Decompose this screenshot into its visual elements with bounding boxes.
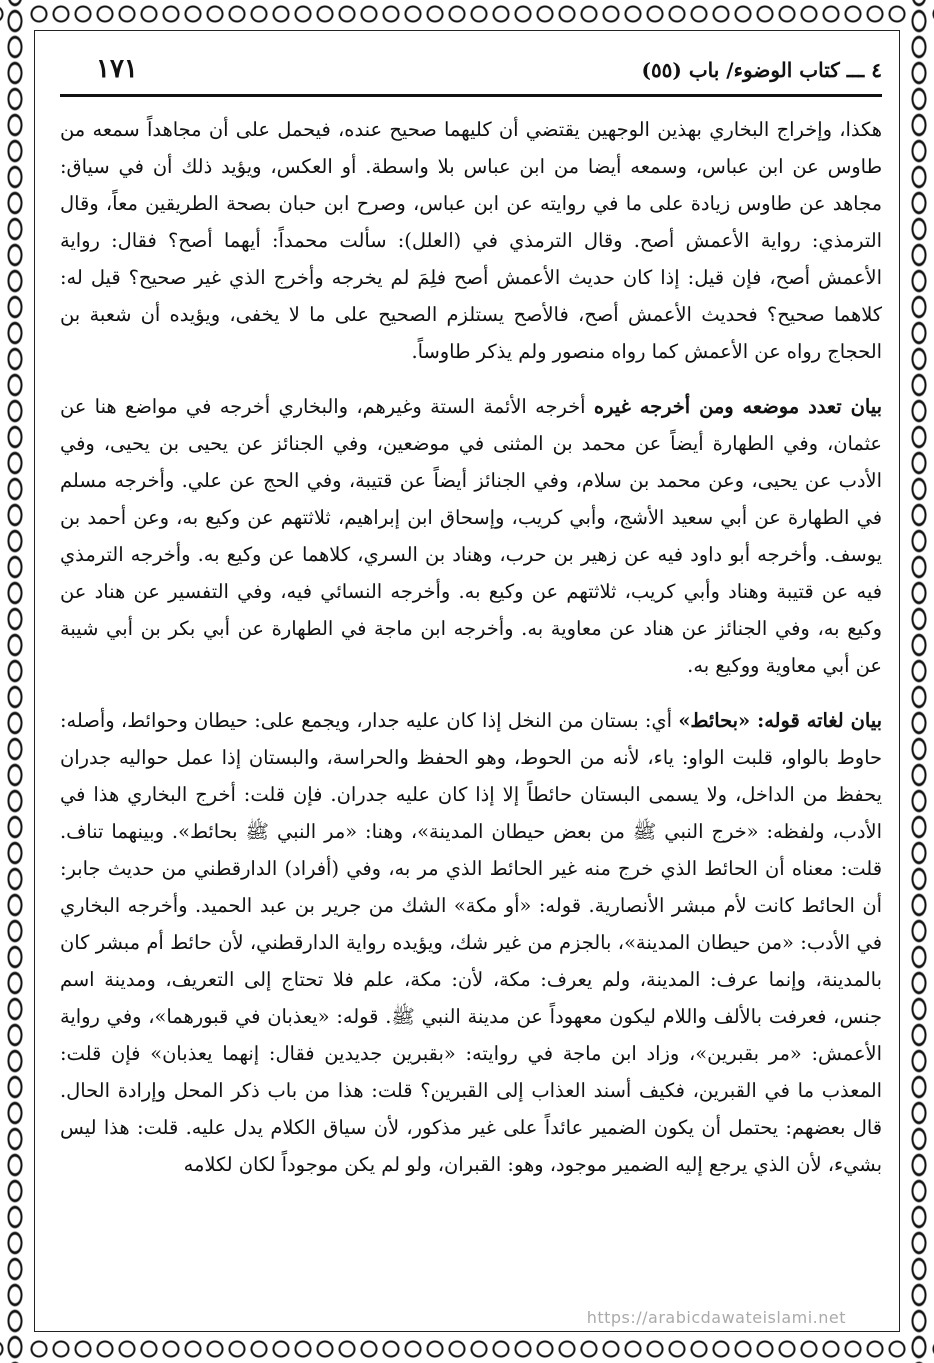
chapter-title: ٤ ـــ كتاب الوضوء/ باب (٥٥) bbox=[641, 58, 882, 82]
paragraph-heading: بيان لغاته قوله: «بحائط» bbox=[678, 709, 882, 732]
decorative-border-left bbox=[0, 0, 30, 1363]
page-number: ١٧١ bbox=[96, 54, 138, 84]
page-header bbox=[60, 46, 882, 94]
paragraph-text: أي: بستان من النخل إذا كان عليه جدار، ويجمع على: حيطان وحوائط، وأصله: حاوط بالواو، قلبت الواو: ياء، لأنه من الحوط، وهو الحفظ والحراسة، والبستان إذا عمل حواليه جدران يحفظ من الداخل، ولا يسمى البستان حائطاً إلا إذا كان عليه جدران. فإن قلت: أخرج البخاري هذا في الأدب، ولفظه: «خرج النبي ﷺ من بعض حيطان المدينة»، وهنا: «مر النبي ﷺ بحائط». وبينهما تناف. قلت: معناه أن الحائط الذي خرج منه غير الحائط الذي مر به، وفي (أفراد) الدارقطني من حديث جابر: أن الحائط كانت لأم مبشر الأنصارية. قوله: «أو مكة» الشك من جرير بن عبد الحميد. وأخرجه البخاري في الأدب: «من حيطان المدينة»، بالجزم من غير شك، ويؤيده رواية الدارقطني، لأن حائط أم مبشر كان بالمدينة، وإنما عرف: المدينة، ولم يعرف: مكة، لأن: مكة، علم فلا تحتاج إلى التعريف، ومدينة اسم جنس، فعرفت بالألف واللام ليكون معهوداً عن مدينة النبي ﷺ. قوله: «يعذبان في قبورهما»، وفي رواية الأعمش: «مر بقبرين»، وزاد ابن ماجة في روايته: «بقبرين جديدين فقال: إنهما يعذبان» فإن قلت: المعذب ما في القبرين، فكيف أسند العذاب إلى القبرين؟ قلت: هذا من باب ذكر المحل وإرادة الحال. قال بعضهم: يحتمل أن يكون الضمير عائداً على غير مذكور، لأن سياق الكلام يدل عليه. قلت: هذا ليس بشيء، لأن الذي يرجع إليه الضمير موجود، وهو: القبران، ولو لم يكن موجوداً لكان لكلامه bbox=[60, 709, 882, 1176]
paragraph-3 bbox=[60, 702, 882, 1183]
paragraph-2 bbox=[60, 388, 882, 684]
header-rule bbox=[60, 94, 882, 97]
paragraph-1 bbox=[60, 111, 882, 370]
paragraph-text: هكذا، وإخراج البخاري بهذين الوجهين يقتضي أن كليهما صحيح عنده، فيحمل على أن مجاهداً سمعه من طاوس عن ابن عباس، وسمعه أيضا من ابن عباس بلا واسطة. أو العكس، ويؤيد ذلك أن في سياق: مجاهد عن طاوس زيادة على ما في روايته عن ابن عباس، وصرح ابن حبان بصحة الطريقين معاً، وقال الترمذي: رواية الأعمش أصح. وقال الترمذي في (العلل): سألت محمداً: أيهما أصح؟ فقال: رواية الأعمش أصح، فإن قيل: إذا كان حديث الأعمش أصح فلِمَ لم يخرجه وأخرج الذي غير صحيح؟ قيل له: كلاهما صحيح؟ فحديث الأعمش أصح، فالأصح يستلزم الصحيح على ما لا يخفى، ويؤيده أن شعبة بن الحجاج رواه عن الأعمش كما رواه منصور ولم يذكر طاوساً. bbox=[60, 118, 882, 363]
page-content bbox=[60, 46, 882, 1321]
paragraph-heading: بيان تعدد موضعه ومن أخرجه غيره bbox=[593, 395, 882, 418]
watermark-url: https://arabicdawateislami.net bbox=[586, 1308, 846, 1327]
paragraph-text: أخرجه الأئمة الستة وغيرهم، والبخاري أخرجه في مواضع هنا عن عثمان، وفي الطهارة أيضاً عن محمد بن المثنى في موضعين، وفي الجنائز عن يحيى بن يحيى، وفي الأدب عن يحيى، وعن محمد بن سلام، وفي الجنائز أيضاً عن قتيبة، وفي الحج عن علي. وأخرجه مسلم في الطهارة عن أبي سعيد الأشج، وأبي كريب، وإسحاق ابن إبراهيم، ثلاثتهم عن وكيع به، وعن أحمد بن يوسف. وأخرجه أبو داود فيه عن زهير بن حرب، وهناد بن السري، كلاهما عن وكيع به. وأخرجه الترمذي فيه عن قتيبة وهناد وأبي كريب، ثلاثتهم عن وكيع به. وأخرجه النسائي فيه، وفي التفسير عن هناد عن وكيع به، وفي الجنائز عن هناد عن معاوية به. وأخرجه ابن ماجة في الطهارة عن أبي بكر بن أبي شيبة عن أبي معاوية ووكيع به. bbox=[60, 395, 882, 677]
decorative-border-top bbox=[0, 0, 934, 28]
decorative-border-right bbox=[904, 0, 934, 1363]
decorative-border-bottom bbox=[0, 1335, 934, 1363]
